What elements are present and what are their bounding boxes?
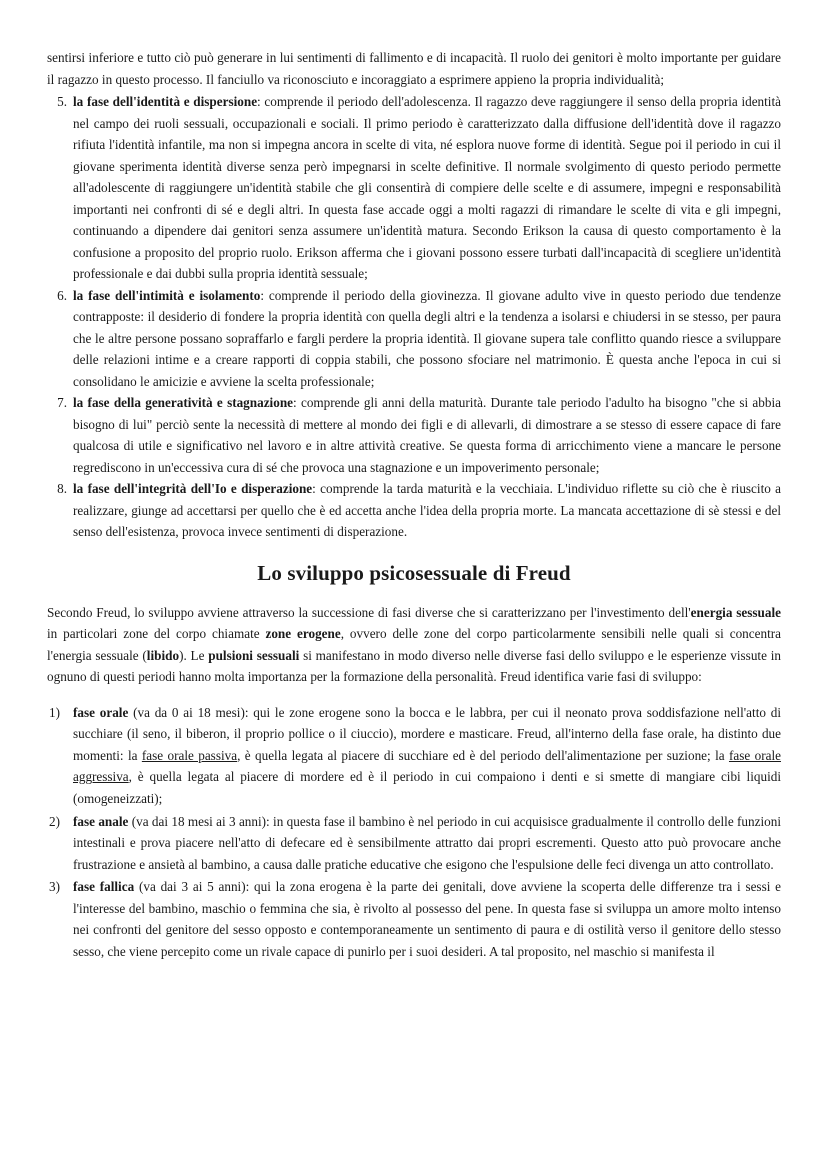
intro-text-3: , ovvero delle zone del corpo particolarmente sensibili nelle quali si concentra l'energia sessuale ( bbox=[47, 626, 781, 663]
list-marker: 8. bbox=[57, 481, 67, 497]
list-marker: 2) bbox=[49, 813, 60, 829]
list-item-lead: la fase dell'intimità e isolamento bbox=[73, 287, 261, 303]
section-heading: Lo sviluppo psicosessuale di Freud bbox=[257, 560, 571, 585]
list-item bbox=[47, 392, 781, 478]
list-item bbox=[47, 811, 781, 876]
list-item-text: : comprende il periodo della giovinezza. Il giovane adulto vive in questo periodo due tendenze contrapposte: il desiderio di fondere la propria identità con quella degli altri e la tendenza a isolarsi e chiudersi in se stesso, per paura che le altre persone possano sopraffarlo e fargli perdere la propria identità. Il giovane supera tale conflitto quando riesce a sviluppare delle relazioni intime e a creare rapporti di coppia stabili, che possono sfociare nel matrimonio. È questa anche l'epoca in cui si consolidano le amicizie e avviene la scelta professionale; bbox=[73, 287, 781, 389]
intro-bold-2: zone erogene bbox=[265, 626, 341, 642]
list-item-lead: fase fallica bbox=[73, 879, 135, 895]
list-item bbox=[47, 702, 781, 810]
list-item-lead: fase orale bbox=[73, 704, 129, 720]
list-item-text-1: (va dai 18 mesi ai 3 anni): in questa fase il bambino è nel periodo in cui acquisisce gradualmente il controllo delle funzioni intestinali e prova piacere nell'atto di defecare ed è sensibilmente attratto dai propri escrementi. Questo atto può provocare anche frustrazione e ansietà al bambino, a causa dalle pratiche educative che esigono che l'espulsione delle feci divenga un atto controllato. bbox=[73, 813, 781, 872]
list-marker: 3) bbox=[49, 879, 60, 895]
list-item bbox=[47, 876, 781, 962]
intro-text-2: in particolari zone del corpo chiamate bbox=[47, 626, 266, 642]
continuation-paragraph: sentirsi inferiore e tutto ciò può generare in lui sentimenti di fallimento e di incapacità. Il ruolo dei genitori è molto importante per guidare il ragazzo in questo processo. Il fanciullo va riconosciuto e incoraggiato a esprimere appieno la propria individualità; bbox=[47, 50, 781, 87]
list-item bbox=[47, 285, 781, 393]
erikson-stages-list bbox=[47, 91, 781, 543]
list-marker: 5. bbox=[57, 94, 67, 110]
list-item-text-1: (va dai 3 ai 5 anni): qui la zona erogena è la parte dei genitali, dove avviene la scoperta delle differenze tra i sessi e l'interesse del bambino, maschio o femmina che sia, è rivolto al possesso del pene. In questa fase si sviluppa un amore molto intenso nei confronti del genitore del sesso opposto e contemporaneamente un sentimento di paura e di ostilità verso il genitore dello stesso sesso, che viene percepito come un rivale capace di punirlo per i suoi desideri. A tal proposito, nel maschio si manifesta il bbox=[73, 879, 781, 959]
list-item-text-2: , è quella legata al piacere di succhiare ed è del periodo dell'alimentazione per suzione; la bbox=[237, 747, 729, 763]
list-item-text: : comprende la tarda maturità e la vecchiaia. L'individuo riflette su ciò che è riuscito a realizzare, giunge ad accettarsi per quello che è ed accetta anche l'idea della propria morte. La mancata accettazione di sè stessi e del senso dell'esistenza, provoca invece sentimenti di disperazione. bbox=[73, 481, 781, 540]
list-item bbox=[47, 478, 781, 543]
freud-intro-paragraph bbox=[47, 602, 781, 688]
freud-stages-list bbox=[47, 702, 781, 962]
intro-bold-3: libido bbox=[146, 647, 180, 663]
list-item-text-1: (va da 0 ai 18 mesi): qui le zone erogene sono la bocca e le labbra, per cui il neonato prova soddisfazione nell'atto di succhiare (il seno, il biberon, il proprio pollice o il ciuccio), mordere e masticare. Freud, all'interno della fase orale, ha distinto due momenti: la bbox=[73, 704, 781, 763]
list-item-text: : comprende gli anni della maturità. Durante tale periodo l'adulto ha bisogno "che si abbia bisogno di lui" perciò sente la necessità di mettere al mondo dei figli e di allevarli, di dimostrare a se stesso di essere capace di fare qualcosa di utile e significativo nel lavoro e in altre attività creative. Se questa forma di arricchimento viene a mancare le persone regrediscono in un'eccessiva cura di sé che provoca una stagnazione e un impoverimento personale; bbox=[73, 395, 781, 475]
intro-bold-4: pulsioni sessuali bbox=[208, 647, 300, 663]
list-item-underline-1: fase orale passiva bbox=[141, 747, 238, 763]
list-item-underline-2: fase orale aggressiva bbox=[73, 747, 781, 785]
list-marker: 6. bbox=[57, 287, 67, 303]
intro-text-1: Secondo Freud, lo sviluppo avviene attraverso la successione di fasi diverse che si caratterizzano per l'investimento dell' bbox=[47, 604, 691, 620]
intro-text-5: si manifestano in modo diverso nelle diverse fasi dello sviluppo e le esperienze vissute in ognuno di questi periodi hanno molta importanza per la formazione della personalità. Freud identifica varie fasi di sviluppo: bbox=[47, 647, 781, 685]
list-item-lead: la fase dell'identità e dispersione bbox=[73, 94, 258, 110]
list-item-lead: fase anale bbox=[73, 813, 129, 829]
intro-text-4: ). Le bbox=[179, 647, 209, 663]
list-item-text: : comprende il periodo dell'adolescenza. Il ragazzo deve raggiungere il senso della propria identità nel campo dei ruoli sessuali, occupazionali e sociali. Il primo periodo è caratterizzato dalla diffusione dell'identità dove il ragazzo rifiuta l'identità infantile, ma non si impegna ancora in scelte di vita, né esplora nuove forme di identità. Segue poi il periodo in cui il giovane sperimenta identità diverse senza però impegnarsi in scelte definitive. Il normale svolgimento di questo periodo permette all'adolescente di raggiungere un'identità stabile che gli consentirà di compiere delle scelte e di assumere, impegni e responsabilità importanti nei confronti di sé e degli altri. In questa fase accade oggi a molti ragazzi di rimandare le scelte di vita e gli impegni, continuando a dipendere dai genitori senza assumere un'identità matura. Secondo Erikson la causa di questo comportamento è la confusione a proposito del proprio ruolo. Erikson afferma che i giovani possono essere turbati dall'incapacità di scegliere un'identità professionale e dai dubbi sulla propria identità sessuale; bbox=[73, 94, 781, 282]
list-item-text-3: , è quella legata al piacere di mordere ed è il periodo in cui compaiono i denti e si smette di mangiare cibi liquidi (omogeneizzati); bbox=[73, 769, 781, 806]
list-item-lead: la fase dell'integrità dell'Io e disperazione bbox=[73, 481, 313, 497]
intro-bold-1: energia sessuale bbox=[690, 604, 781, 620]
list-marker: 7. bbox=[57, 395, 67, 411]
list-item bbox=[47, 91, 781, 285]
list-marker: 1) bbox=[49, 704, 60, 720]
list-item-lead: la fase della generatività e stagnazione bbox=[73, 395, 294, 411]
